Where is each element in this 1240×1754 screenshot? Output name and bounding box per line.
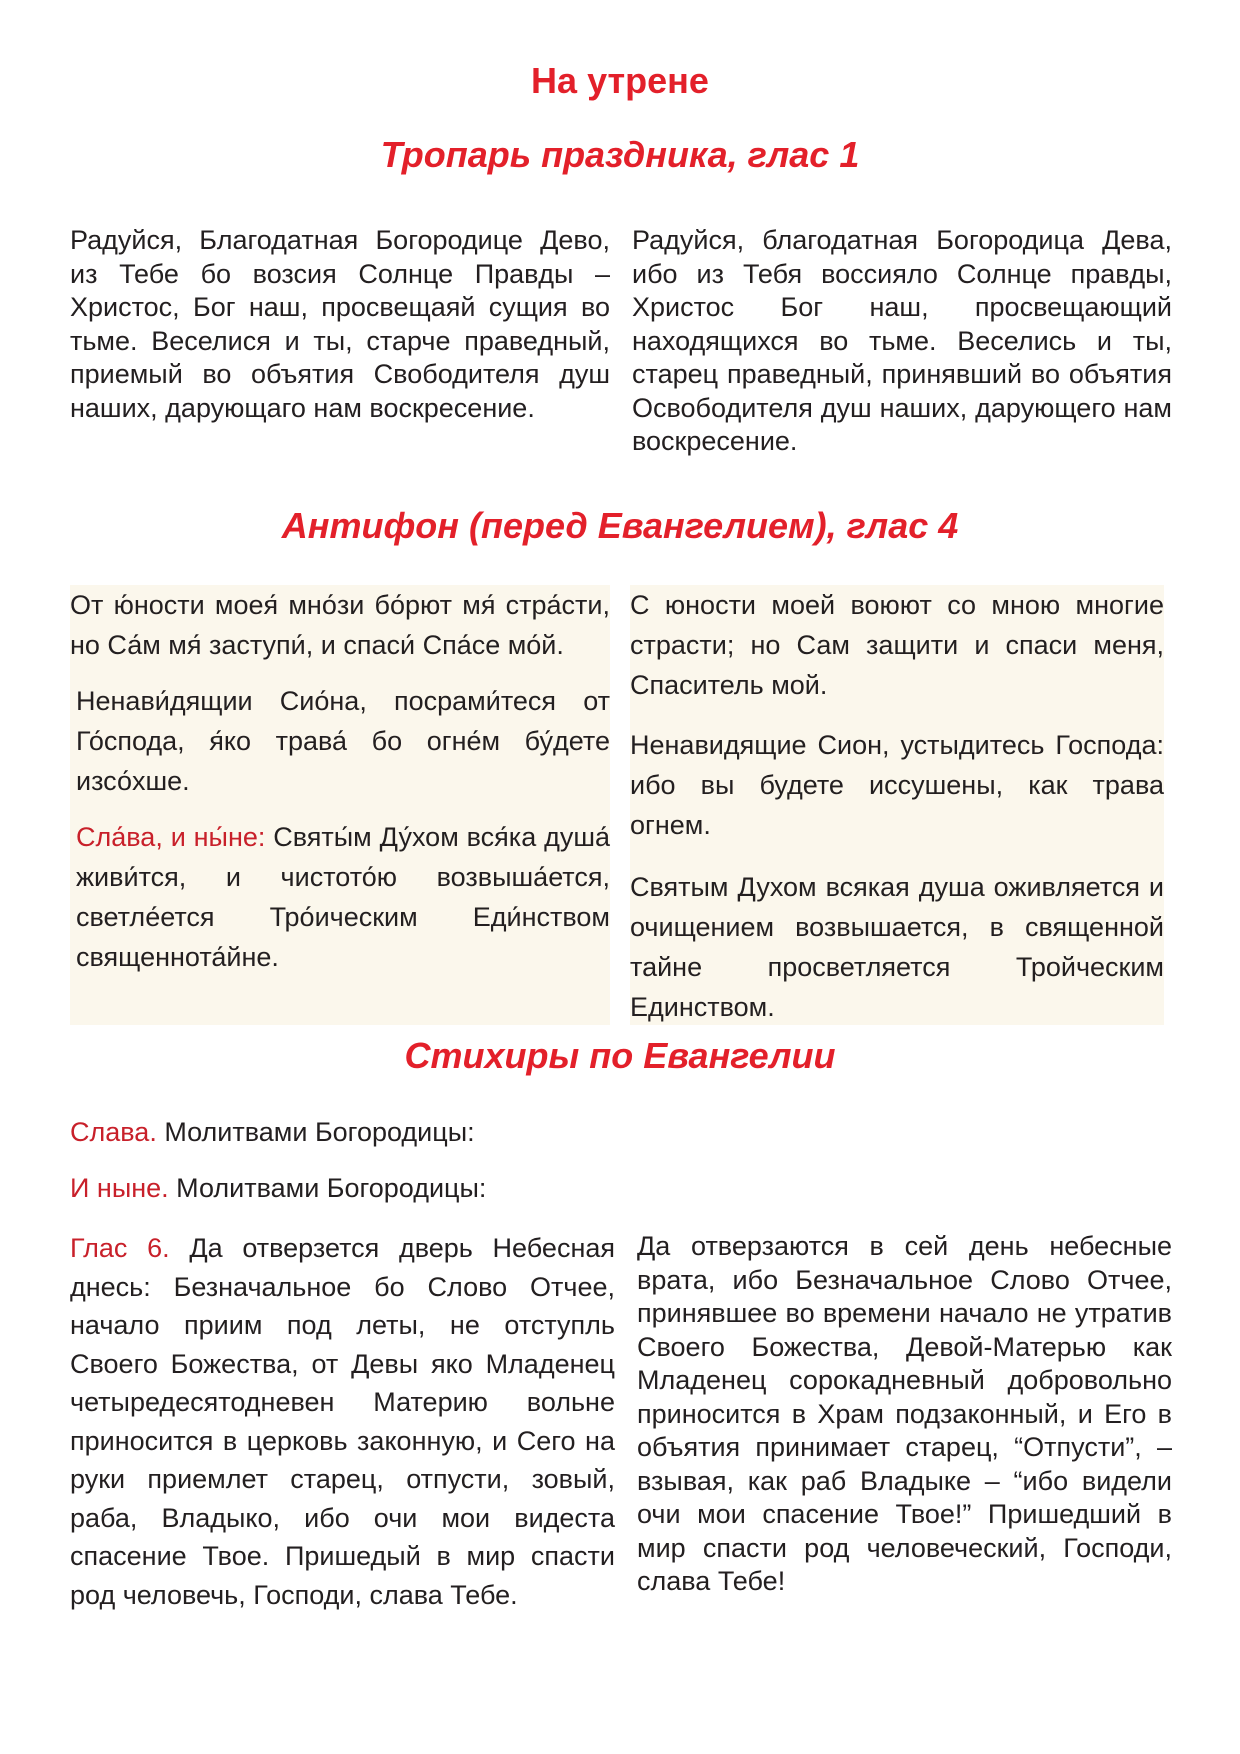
troparion-russian-text: Радуйся, благодатная Богородица Дева, ибо из Тебя воссияло Солнце правды, Христос Бог наш, просвещающий находящихся во тьме. Веселись и ты, старец праведный, принявший во объятия Освободителя душ наших, дарующего нам воскресение. (632, 225, 1172, 456)
antiphon-russian-verse-2: Ненавидящие Сион, устыдитесь Господа: ибо вы будете иссушены, как трава огнем. (630, 730, 1164, 840)
antiphon-slavonic-doxology (70, 817, 610, 977)
antiphon-title: Антифон (перед Евангелием), глас 4 (281, 505, 959, 546)
stichera-glas-russian (637, 1230, 1172, 1599)
stichera-slava-text: Молитвами Богородицы: (156, 1117, 475, 1147)
troparion-russian (632, 224, 1172, 459)
antiphon-russian-verse-1: С юности моей воюют со мною многие страсти; но Сам защити и спаси меня, Спаситель мой. (630, 590, 1164, 700)
stichera-inyne-label: И ныне. (70, 1173, 169, 1203)
matins-heading: На утрене (531, 60, 709, 101)
stichera-inyne-line (70, 1170, 486, 1206)
antiphon-russian-verse-3: Святым Духом всякая душа оживляется и очищением возвышается, в священной тайне просветляется Тройческим Единством. (630, 872, 1164, 1022)
stichera-glas-slavonic-text (70, 1229, 615, 1614)
stichera-glas-russian-text: Да отверзаются в сей день небесные врата, ибо Безначальное Слово Отчее, принявшее во времени начало не утратив Своего Божества, Девой-Матерью как Младенец сорокадневный добровольно приносится в Храм подзаконный, и Его в объятия принимает старец, “Отпусти”, – взывая, как раб Владыке – “ибо видели очи мои спасение Твое!” Пришедший в мир спасти род человеческий, Господи, слава Тебе! (637, 1231, 1172, 1596)
troparion-title: Тропарь праздника, глас 1 (380, 134, 860, 175)
stichera-title: Стихиры по Евангелии (404, 1035, 836, 1076)
stichera-slava-line (70, 1114, 475, 1150)
stichera-slava-label: Слава. (70, 1117, 157, 1147)
antiphon-slava-text: Святы́м Ду́хом вся́ка душа́ живи́тся, и чистото́ю возвыша́ется, светле́ется Тро́ическим Еди́нством священнота́йне. (76, 822, 610, 972)
antiphon-russian (630, 585, 1164, 1025)
antiphon-slavonic-verse-1: От ю́ности моея́ мно́зи бо́рют мя́ стра́сти, но Са́м мя́ заступи́, и спаси́ Спа́се мо́й. (70, 590, 610, 660)
antiphon-slavonic-verse-2: Ненави́дящии Сио́на, посрами́теся от Го́спода, я́ко трава́ бо огне́м бу́дете изсо́хше. (76, 686, 610, 796)
stichera-glas-slavonic-body: Да отверзется дверь Небесная днесь: Безначальное бо Слово Отчее, начало приим под леты, не отступль Своего Божества, от Девы яко Младенец четыредесятодневен Материю вольне приносится в церковь законную, и Сего на руки приемлет старец, отпусти, зовый, раба, Владыко, ибо очи мои видеста спасение Твое. Пришедый в мир спасти род человечь, Господи, слава Тебе. (70, 1233, 615, 1610)
troparion-slavonic (70, 224, 610, 425)
stichera-glas-slavonic (70, 1229, 615, 1614)
antiphon-slavonic (70, 585, 610, 1025)
stichera-glas-label: Глас 6. (70, 1233, 170, 1263)
antiphon-slava-label: Сла́ва, и ны́не: (76, 822, 266, 852)
troparion-slavonic-text: Радуйся, Благодатная Богородице Дево, из Тебе бо возсия Солнце Правды – Христос, Бог наш, просвещаяй сущия во тьме. Веселися и ты, старче праведный, приемый во объятия Свободителя душ наших, дарующаго нам воскресение. (70, 225, 610, 423)
stichera-inyne-text: Молитвами Богородицы: (168, 1173, 487, 1203)
